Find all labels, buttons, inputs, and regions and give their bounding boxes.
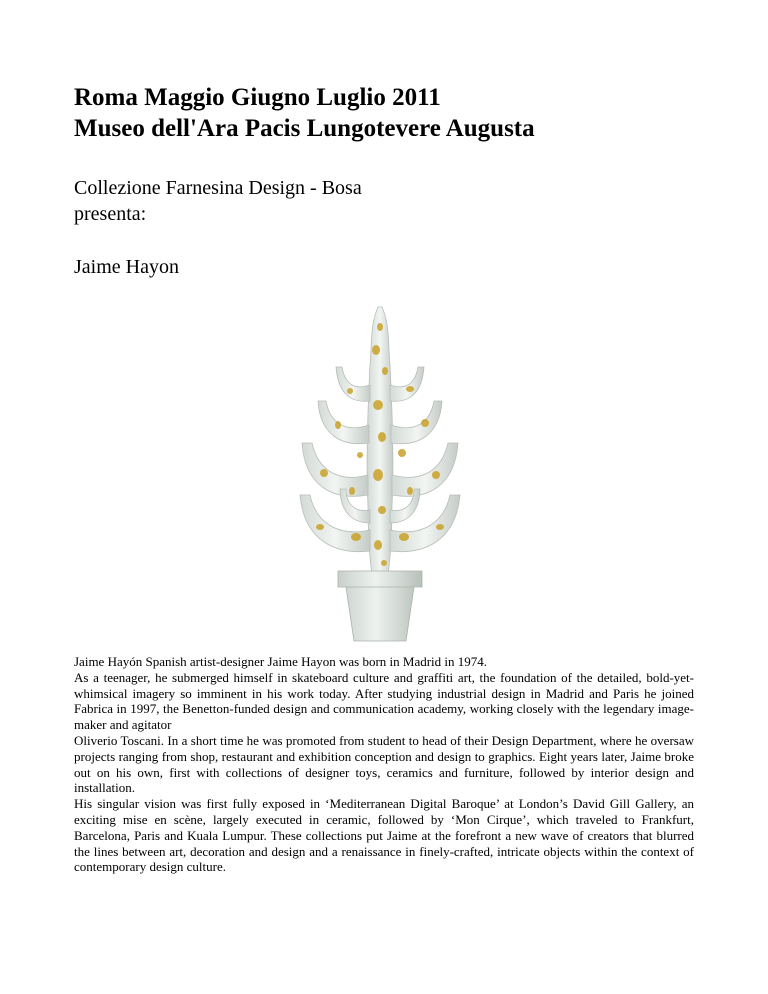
subtitle [74,175,362,227]
subtitle-line-1: Collezione Farnesina Design - Bosa [74,177,362,199]
bio-paragraph-3: Oliverio Toscani. In a short time he was promoted from student to head of their Design Department, where he oversaw projects ranging from shop, restaurant and exhibition conception and design to graphics. Eight years later, Jaime broke out on his own, first with collections of designer toys, ceramics and furniture, followed by interior design and installation. [74,732,694,796]
title-line-1: Roma Maggio Giugno Luglio 2011 [74,84,441,111]
page-title [74,82,535,144]
artist-biography [74,654,694,875]
bio-line-1: Jaime Hayón Spanish artist-designer Jaime Hayon was born in Madrid in 1974. [74,654,488,669]
ceramic-sculpture-image [290,305,470,645]
subtitle-line-2: presenta: [74,203,147,225]
artist-name: Jaime Hayon [74,256,179,278]
bio-paragraph-2: As a teenager, he submerged himself in skateboard culture and graffiti art, the foundation of the detailed, bold-yet-whimsical imagery so imminent in his work today. After studying industrial design in Madrid and Paris he joined Fabrica in 1997, the Benetton-funded design and communication academy, working closely with the legendary image-maker and agitator [74,669,694,733]
title-line-2: Museo dell'Ara Pacis Lungotevere Augusta [74,115,535,142]
bio-paragraph-4: His singular vision was first fully exposed in ‘Mediterranean Digital Baroque’ at London’s David Gill Gallery, an exciting mise en scène, largely executed in ceramic, followed by ‘Mon Cirque’, which traveled to Frankfurt, Barcelona, Paris and Kuala Lumpur. These collections put Jaime at the forefront a new wave of creators that blurred the lines between art, decoration and design and a renaissance in finely-crafted, intricate objects within the context of contemporary design culture. [74,796,694,875]
